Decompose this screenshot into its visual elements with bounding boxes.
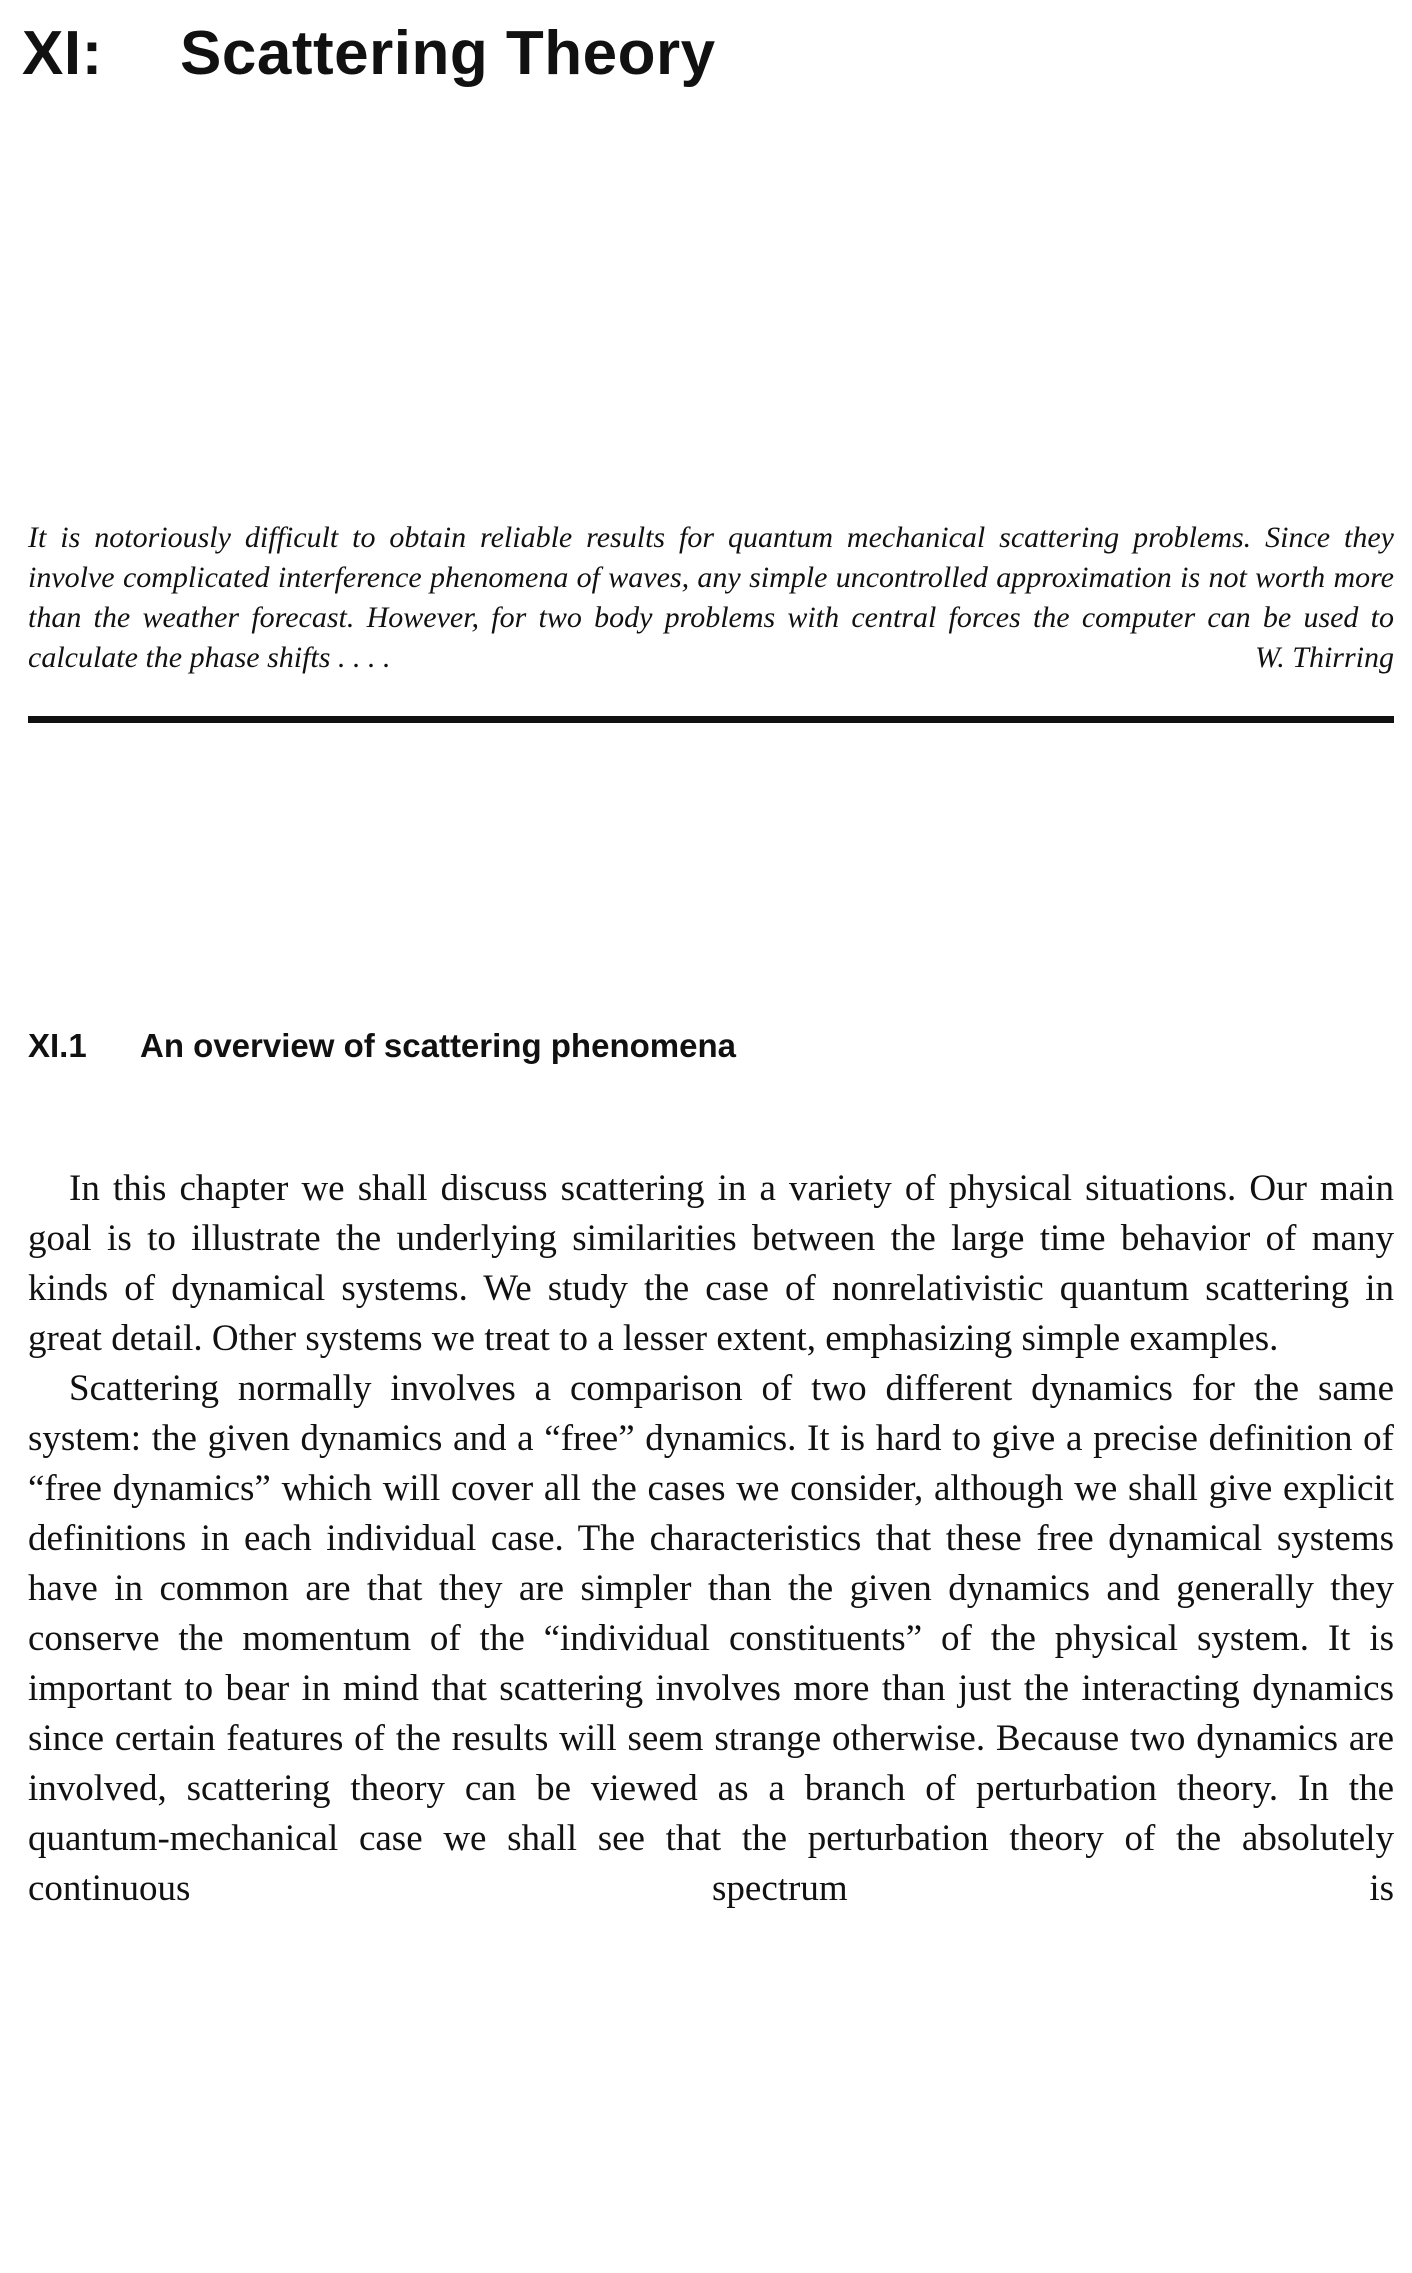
chapter-title-text: Scattering Theory bbox=[180, 19, 716, 88]
epigraph-text: It is notoriously difficult to obtain reliable results for quantum mechanical scattering problems. Since they involve complicated interference phenomena of waves, any simple uncontrolled approximation is not worth more than the weather forecast. However, for two body problems with central forces the computer can be used to calculate the phase shifts . . . . bbox=[28, 521, 1394, 674]
body-text bbox=[28, 1164, 1394, 1914]
section-number: XI.1 bbox=[28, 1027, 87, 1064]
chapter-title bbox=[22, 14, 716, 94]
paragraph-2: Scattering normally involves a comparison of two different dynamics for the same system: the given dynamics and a “free” dynamics. It is hard to give a precise definition of “free dynamics” which will cover all the cases we consider, although we shall give explicit definitions in each individual case. The characteristics that these free dynamical systems have in common are that they are simpler than the given dynamics and generally they conserve the momentum of the “individual constituents” of the physical system. It is important to bear in mind that scattering involves more than just the interacting dynamics since certain features of the results will seem strange otherwise. Because two dynamics are involved, scattering theory can be viewed as a branch of perturbation theory. In the quantum-mechanical case we shall see that the perturbation theory of the absolutely continuous spectrum is bbox=[28, 1368, 1394, 1909]
epigraph bbox=[28, 518, 1394, 678]
paragraph-1: In this chapter we shall discuss scattering in a variety of physical situations. Our main goal is to illustrate the underlying similarities between the large time behavior of many kinds of dynamical systems. We study the case of nonrelativistic quantum scattering in great detail. Other systems we treat to a lesser extent, emphasizing simple examples. bbox=[28, 1168, 1394, 1359]
epigraph-attribution: W. Thirring bbox=[1255, 641, 1394, 674]
epigraph-divider bbox=[28, 716, 1394, 723]
section-title: An overview of scattering phenomena bbox=[140, 1027, 736, 1064]
section-heading bbox=[28, 1024, 736, 1068]
chapter-number: XI: bbox=[22, 19, 103, 88]
